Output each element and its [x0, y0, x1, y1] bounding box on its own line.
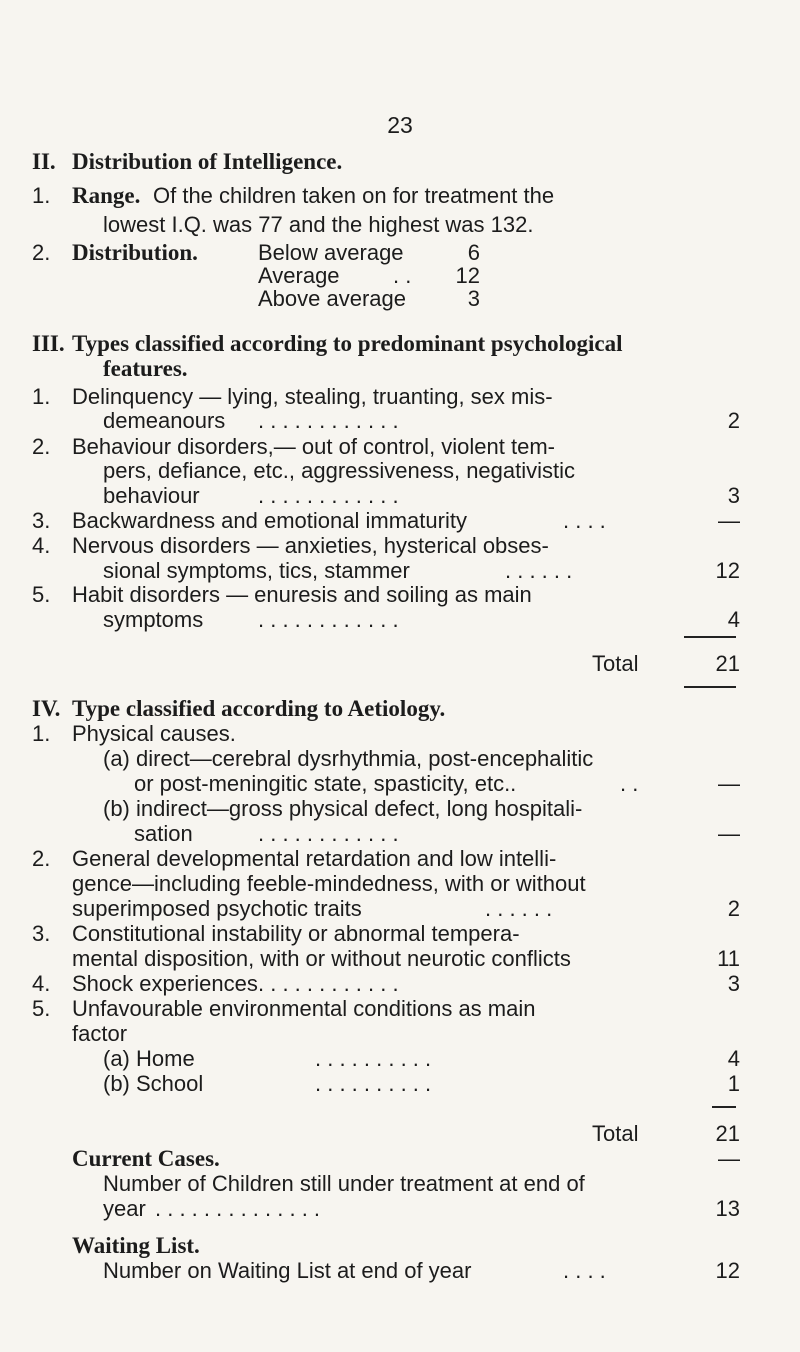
item-text: Nervous disorders — anxieties, hysterical obses-	[72, 533, 549, 558]
distribution-label: Above average	[258, 286, 406, 311]
total-value: 21	[715, 651, 740, 676]
subitem-text: or post-meningitic state, spasticity, etc..	[134, 771, 517, 796]
item-text: sional symptoms, tics, stammer	[103, 558, 410, 583]
section-3-title: features.	[103, 356, 188, 381]
item-text: Number on Waiting List at end of year	[103, 1258, 472, 1283]
item-text: Number of Children still under treatment at end of	[103, 1171, 585, 1196]
item-value: 2	[727, 896, 740, 921]
subitem-text: (b) School	[103, 1071, 204, 1096]
distribution-label: Average	[258, 263, 340, 288]
distribution-value: 12	[455, 263, 480, 288]
leader-dots: . .	[393, 263, 412, 288]
item-text: General developmental retardation and low intelli-	[72, 846, 557, 871]
item-value: 12	[715, 558, 740, 583]
distribution-label: Below average	[258, 240, 404, 265]
item-value: 11	[717, 946, 740, 971]
range-text: lowest I.Q. was 77 and the highest was 132.	[103, 212, 534, 237]
total-value: 21	[715, 1121, 740, 1146]
item-text: pers, defiance, etc., aggressiveness, negativistic	[103, 458, 576, 483]
range-heading: Range.	[72, 183, 141, 208]
section-2-title: Distribution of Intelligence.	[72, 149, 343, 174]
leader-dots: . . . . . .	[505, 558, 573, 583]
item-value: 12	[715, 1258, 740, 1283]
item-number: 4.	[32, 971, 51, 996]
range-text: Of the children taken on for treatment the	[153, 183, 555, 208]
item-text: superimposed psychotic traits	[72, 896, 362, 921]
section-4-number: IV.	[32, 696, 61, 721]
total-label: Total	[592, 1121, 639, 1146]
total-label: Total	[592, 651, 639, 676]
item-number: 5.	[32, 582, 51, 607]
item-number: 1.	[32, 721, 51, 746]
item-value: —	[718, 1146, 740, 1171]
item-text: symptoms	[103, 607, 204, 632]
item-value: —	[718, 821, 740, 846]
item-value: 13	[715, 1196, 740, 1221]
distribution-heading: Distribution.	[72, 240, 198, 265]
subitem-text: sation	[134, 821, 193, 846]
item-value: 4	[727, 607, 740, 632]
item-text: factor	[72, 1021, 128, 1046]
item-number: 3.	[32, 921, 51, 946]
waiting-list-title: Waiting List.	[72, 1233, 200, 1258]
distribution-value: 3	[467, 286, 480, 311]
item-text: Constitutional instability or abnormal tempera-	[72, 921, 520, 946]
leader-dots: . . . . . . . . . .	[315, 1071, 432, 1096]
item-number: 1.	[32, 183, 51, 208]
subitem-text: (b) indirect—gross physical defect, long hospitali-	[103, 796, 583, 821]
item-value: 3	[727, 971, 740, 996]
item-text: Habit disorders — enuresis and soiling as main	[72, 582, 532, 607]
leader-dots: . . . . . . . . . . . .	[258, 971, 399, 996]
item-number: 4.	[32, 533, 51, 558]
item-number: 5.	[32, 996, 51, 1021]
item-number: 2.	[32, 240, 51, 265]
item-value: 3	[727, 483, 740, 508]
item-text: Behaviour disorders,— out of control, violent tem-	[72, 434, 556, 459]
leader-dots: . . . . . . . . . .	[315, 1046, 432, 1071]
item-text: behaviour	[103, 483, 200, 508]
subitem-text: (a) Home	[103, 1046, 195, 1071]
item-text: gence—including feeble-mindedness, with or without	[72, 871, 586, 896]
distribution-value: 6	[467, 240, 480, 265]
section-3-number: III.	[32, 331, 65, 356]
leader-dots: . . . . . . . . . . . .	[258, 483, 399, 508]
leader-dots: . . . . . . . . . . . . . .	[155, 1196, 321, 1221]
item-text: demeanours	[103, 408, 226, 433]
item-text: Shock experiences	[72, 971, 258, 996]
section-4-title: Type classified according to Aetiology.	[72, 696, 446, 721]
section-3-title: Types classified according to predominant psychological	[72, 331, 623, 356]
item-number: 1.	[32, 384, 51, 409]
section-2-number: II.	[32, 149, 56, 174]
leader-dots: . .	[620, 771, 639, 796]
leader-dots: . . . .	[563, 508, 606, 533]
item-number: 2.	[32, 846, 51, 871]
leader-dots: . . . . . . . . . . . .	[258, 408, 399, 433]
total-rule	[712, 1106, 736, 1108]
item-text: Physical causes.	[72, 721, 236, 746]
item-value: —	[718, 508, 740, 533]
item-value: 4	[727, 1046, 740, 1071]
item-text: mental disposition, with or without neurotic conflicts	[72, 946, 571, 971]
item-value: —	[718, 771, 740, 796]
item-value: 1	[727, 1071, 740, 1096]
subitem-text: (a) direct—cerebral dysrhythmia, post-encephalitic	[103, 746, 594, 771]
item-value: 2	[727, 408, 740, 433]
item-number: 2.	[32, 434, 51, 459]
total-rule	[684, 686, 736, 688]
item-number: 3.	[32, 508, 51, 533]
leader-dots: . . . . . . . . . . . .	[258, 821, 399, 846]
leader-dots: . . . .	[563, 1258, 606, 1283]
item-text: Delinquency — lying, stealing, truanting, sex mis-	[72, 384, 553, 409]
total-rule	[684, 636, 736, 638]
item-text: Backwardness and emotional immaturity	[72, 508, 467, 533]
leader-dots: . . . . . .	[485, 896, 553, 921]
page-number: 23	[387, 112, 413, 138]
leader-dots: . . . . . . . . . . . .	[258, 607, 399, 632]
item-text: year	[103, 1196, 146, 1221]
current-cases-title: Current Cases.	[72, 1146, 220, 1171]
item-text: Unfavourable environmental conditions as main	[72, 996, 536, 1021]
